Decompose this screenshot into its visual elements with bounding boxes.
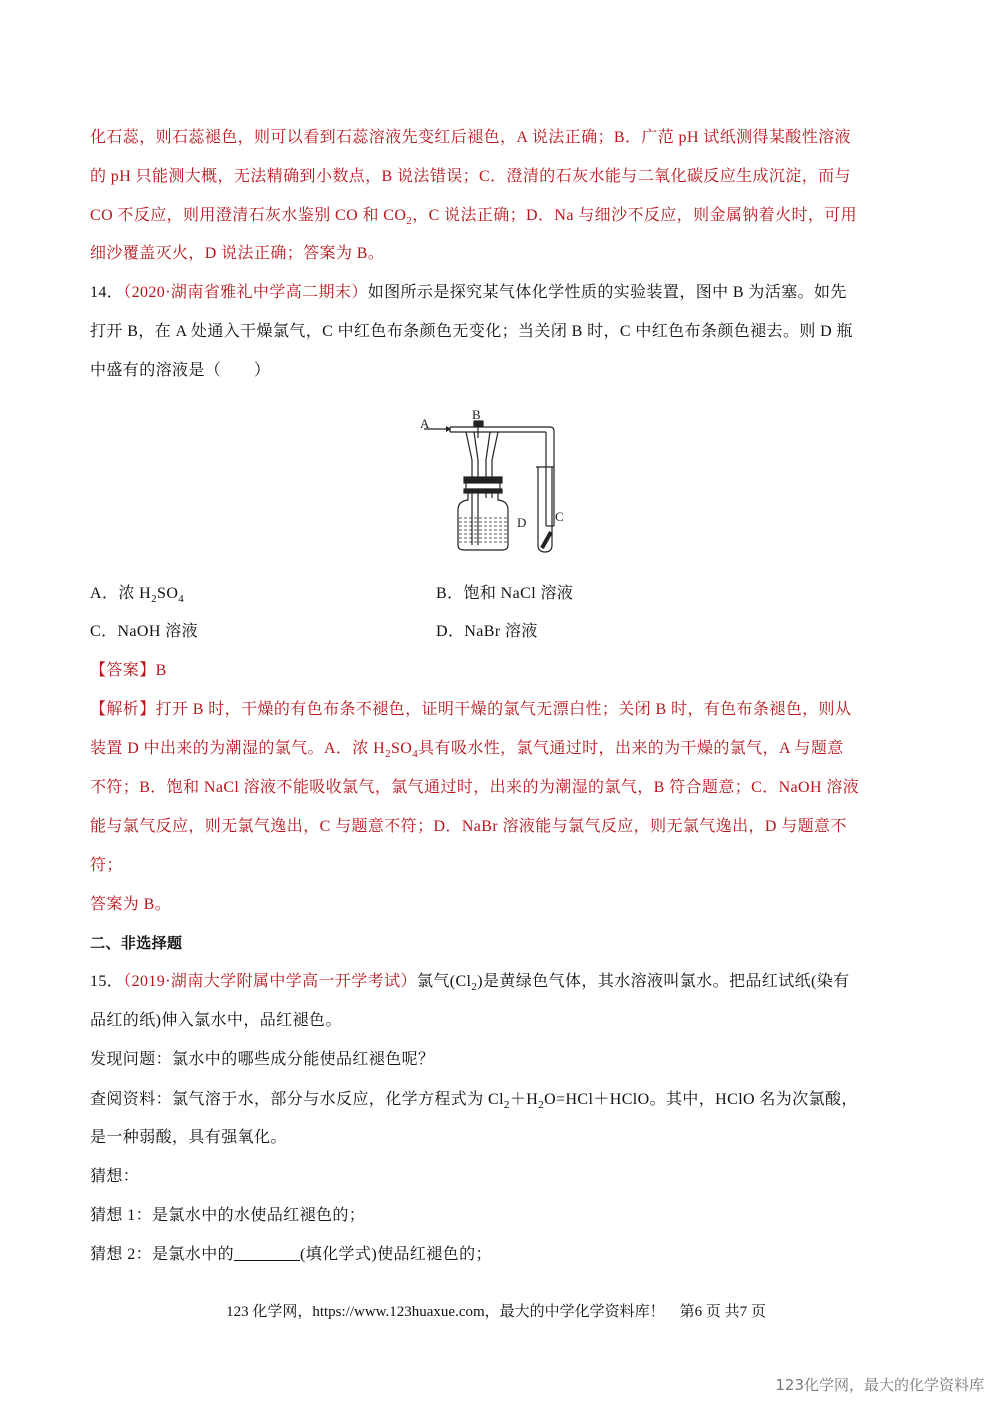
option-text: SO [157, 585, 179, 602]
option-a[interactable] [90, 584, 184, 604]
text: 查阅资料：氯气溶于水，部分与水反应，化学方程式为 Cl [90, 1091, 504, 1108]
label-a: A [420, 416, 430, 431]
question-source: （2019·湖南大学附属中学高一开学考试） [123, 973, 417, 990]
analysis-text: 打开 B 时，干燥的有色布条不褪色，证明干燥的氯气无漂白性；关闭 B 时，有色布条褪色，则从 [155, 701, 852, 718]
analysis-prev-line-3 [90, 206, 857, 226]
label-b: B [472, 408, 481, 422]
section-heading: 二、非选择题 [90, 934, 183, 952]
q14-stem-line-1 [90, 283, 847, 303]
label-d: D [517, 515, 527, 530]
subscript: 4 [412, 748, 419, 760]
text: O=HCl＋HClO。其中，HClO 名为次氯酸， [544, 1091, 858, 1108]
q15-reference-line-2: 是一种弱酸，具有强氧化。 [90, 1129, 287, 1146]
analysis-line-5: 符； [90, 857, 123, 874]
analysis-prev-line-4 [90, 244, 384, 264]
question-text: 氯气(Cl [416, 973, 472, 990]
text: ，C 说法正确；D．Na 与细沙不反应，则金属钠着火时，可用 [412, 207, 858, 224]
subscript: 4 [178, 593, 185, 605]
subscript: 2 [406, 215, 413, 227]
label-c: C [555, 509, 564, 524]
q15-problem: 发现问题：氯水中的哪些成分能使品红褪色呢？ [90, 1051, 435, 1068]
answer-value: B [155, 662, 167, 679]
option-b[interactable]: B．饱和 NaCl 溶液 [436, 585, 574, 602]
question-text: )是黄绿色气体，其水溶液叫氯水。把品红试纸(染有 [477, 973, 850, 990]
apparatus-diagram [420, 408, 580, 558]
option-c[interactable]: C．NaOH 溶液 [90, 623, 199, 640]
option-text: A．浓 H [90, 585, 152, 602]
q15-reference-line-1 [90, 1090, 858, 1110]
subscript: 2 [538, 1099, 545, 1111]
q14-stem-line-2: 打开 B，在 A 处通入干燥氯气，C 中红色布条颜色无变化；当关闭 B 时，C 中红色布条颜色褪去。则 D 瓶 [90, 323, 853, 340]
q15-guess-heading: 猜想： [90, 1168, 140, 1185]
subscript: 2 [151, 593, 158, 605]
analysis-prev-line-1 [90, 128, 851, 148]
option-d[interactable]: D．NaBr 溶液 [436, 623, 538, 640]
watermark: 123化学网，最大的化学资料库 [775, 1376, 984, 1394]
subscript: 2 [385, 748, 391, 760]
page-footer: 123 化学网，https://www.123huaxue.com，最大的中学化学资料库！ 第6 页 共7 页 [226, 1304, 766, 1320]
analysis-line-4: 能与氯气反应，则无氯气逸出，C 与题意不符；D．NaBr 溶液能与氯气反应，则无氯气逸出，D 与题意不 [90, 818, 847, 835]
q15-guess-2 [90, 1245, 492, 1265]
subscript: 2 [503, 1099, 510, 1111]
answer-label: 【答案】 [90, 662, 156, 679]
analysis-line-1 [90, 700, 851, 720]
text: ＋H [509, 1091, 539, 1108]
analysis-text: 装置 D 中出来的为潮湿的氯气。A．浓 H [90, 740, 386, 757]
q15-guess-1: 猜想 1：是氯水中的水使品红褪色的； [90, 1207, 366, 1224]
q15-stem-line-1 [90, 972, 850, 992]
analysis-text: SO [390, 740, 413, 757]
question-text: 如图所示是探究某气体化学性质的实验装置，图中 B 为活塞。如先 [367, 284, 847, 301]
analysis-text: 具有吸水性，氯气通过时，出来的为干燥的氯气，A 与题意 [418, 740, 844, 757]
q14-stem-line-3: 中盛有的溶液是（ ） [90, 362, 271, 379]
answer-blank[interactable] [234, 1246, 300, 1261]
analysis-line-6: 答案为 B。 [90, 896, 172, 913]
question-source: （2020·湖南省雅礼中学高二期末） [123, 284, 368, 301]
text: 化石蕊，则石蕊褪色，则可以看到石蕊溶液先变红后褪色，A 说法正确；B．广范 pH 试纸测得某酸性溶液 [90, 129, 851, 146]
analysis-label: 【解析】 [90, 701, 156, 718]
text: 的 pH 只能测大概，无法精确到小数点，B 说法错误；C．澄清的石灰水能与二氧化碳反应生成沉淀，而与 [90, 168, 851, 185]
answer-line [90, 661, 167, 681]
text: 细沙覆盖灭火，D 说法正确；答案为 B。 [90, 245, 385, 262]
text: CO 不反应，则用澄清石灰水鉴别 CO 和 CO [90, 207, 407, 224]
text: (填化学式)使品红褪色的； [300, 1246, 492, 1263]
subscript: 2 [471, 981, 478, 993]
analysis-line-2 [90, 739, 844, 759]
analysis-line-3: 不符；B．饱和 NaCl 溶液不能吸收氯气，氯气通过时，出来的为潮湿的氯气，B 符合题意；C．NaOH 溶液 [90, 779, 860, 796]
question-number: 15． [90, 973, 124, 990]
question-number: 14． [90, 284, 124, 301]
text: 猜想 2：是氯水中的 [90, 1246, 235, 1263]
analysis-prev-line-2 [90, 167, 851, 187]
q15-stem-line-2: 品红的纸)伸入氯水中，品红褪色。 [90, 1012, 342, 1029]
